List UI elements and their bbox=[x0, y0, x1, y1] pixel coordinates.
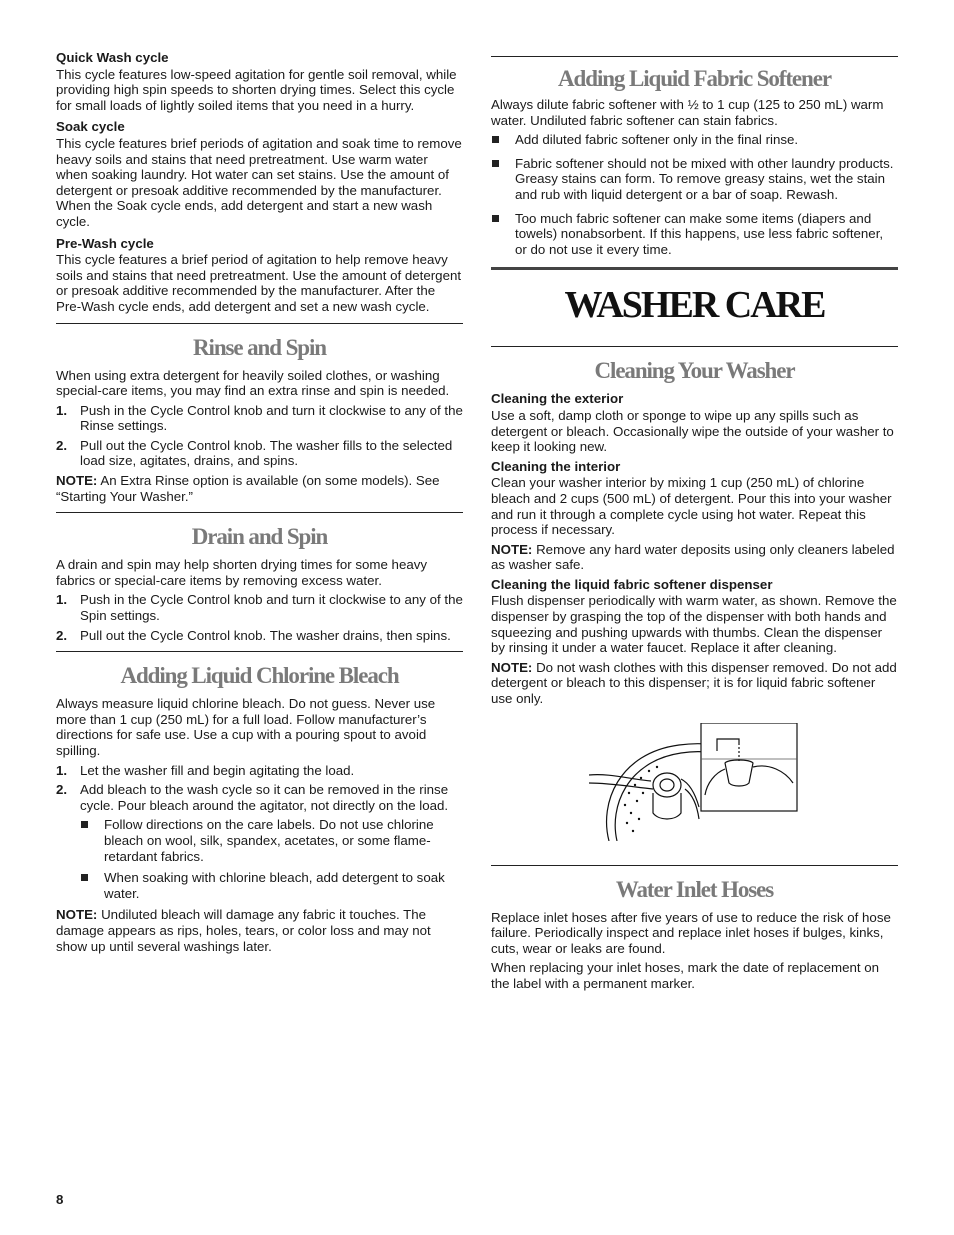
bullet-text: When soaking with chlorine bleach, add detergent to soak water. bbox=[104, 870, 445, 901]
interior-text: Clean your washer interior by mixing 1 cup (250 mL) of chlorine bleach and 2 cups (500 mL) of detergent. Pour this into your washer and run it through a complete cycle using hot water. Repeat this process if necessary. bbox=[491, 475, 892, 538]
drain-spin-intro: A drain and spin may help shorten drying times for some heavy fabrics or special-care items by removing excess water. bbox=[56, 557, 428, 588]
note-text: Do not wash clothes with this dispenser removed. Do not add detergent or bleach to this dispenser; it is for liquid fabric softener use only. bbox=[491, 659, 897, 707]
quick-wash-text: This cycle features low-speed agitation for gentle soil removal, while providing high spin speeds to shorten drying times. Select this cycle for small loads of lightly soiled items that you need in a hurry. bbox=[56, 66, 457, 113]
interior-note bbox=[491, 542, 898, 573]
exterior-text: Use a soft, damp cloth or sponge to wipe up any spills such as detergent or bleach. Occasionally wipe the outside of your washer to keep it looking new. bbox=[491, 407, 894, 455]
drain-spin-heading: Drain and Spin bbox=[191, 524, 328, 550]
step-text: Add bleach to the wash cycle so it can be removed in the rinse cycle. Pour bleach around the agitator, not directly on the load. bbox=[80, 782, 449, 813]
divider bbox=[491, 56, 898, 57]
soak-text: This cycle features brief periods of agitation and soak time to remove heavy soils and stains that need pretreatment. Use warm water when soaking laundry. Hot water can set stains. Use the amount of detergent or presoak additive recommended by the manufacturer. When the Soak cycle ends, add detergent and start a new wash cycle. bbox=[56, 135, 462, 229]
right-hand bbox=[681, 779, 699, 819]
bleach-steps bbox=[56, 763, 463, 902]
list-item bbox=[80, 817, 463, 864]
softener-heading: Adding Liquid Fabric Softener bbox=[558, 66, 831, 91]
square-bullet-icon bbox=[492, 160, 499, 167]
hoses-p2: When replacing your inlet hoses, mark the date of replacement on the label with a permanent marker. bbox=[491, 960, 880, 991]
step-text: Push in the Cycle Control knob and turn it clockwise to any of the Spin settings. bbox=[80, 592, 463, 624]
step-text: Let the washer fill and begin agitating the load. bbox=[80, 762, 355, 778]
divider bbox=[491, 865, 898, 866]
step-number: 2. bbox=[56, 782, 68, 798]
dispenser-flushing-illustration bbox=[589, 723, 799, 841]
washer-care-heading: WASHER CARE bbox=[564, 284, 825, 327]
rinse-spin-steps bbox=[56, 403, 463, 469]
list-item bbox=[56, 592, 463, 623]
bleach-intro: Always measure liquid chlorine bleach. Do not guess. Never use more than 1 cup (250 mL) for a full load. Follow manufacturer’s directions for safe use. Use a cup with a pouring spout to avoid spilling. bbox=[56, 696, 436, 758]
list-item bbox=[56, 403, 463, 434]
list-item bbox=[56, 438, 463, 469]
left-column bbox=[56, 50, 463, 958]
cleaning-heading: Cleaning Your Washer bbox=[594, 358, 795, 384]
bleach-heading: Adding Liquid Chlorine Bleach bbox=[120, 663, 399, 689]
prewash-section bbox=[56, 236, 463, 315]
bullet-text: Follow directions on the care labels. Do not use chlorine bleach on wool, silk, spandex, acetates, or some flame-retardant fabrics. bbox=[104, 817, 434, 864]
bullet-text: Too much fabric softener can make some items (diapers and towels) nonabsorbent. If this happens, use less fabric softener, or do not use it every time. bbox=[515, 210, 884, 257]
rinse-spin-heading: Rinse and Spin bbox=[193, 334, 326, 360]
section-divider bbox=[491, 267, 898, 270]
square-bullet-icon bbox=[492, 136, 499, 143]
note-text: Remove any hard water deposits using only cleaners labeled as washer safe. bbox=[491, 541, 895, 573]
step-number: 1. bbox=[56, 402, 68, 418]
hoses-p1: Replace inlet hoses after five years of use to reduce the risk of hose failure. Periodically inspect and replace inlet hoses if bulges, kinks, cuts, wear or leaks are found. bbox=[491, 909, 891, 956]
list-item bbox=[56, 782, 463, 901]
hoses-heading: Water Inlet Hoses bbox=[615, 876, 774, 902]
note-label: NOTE: bbox=[491, 541, 533, 557]
note-label: NOTE: bbox=[491, 659, 533, 675]
list-item bbox=[491, 211, 898, 258]
note-text: An Extra Rinse option is available (on some models). See “Starting Your Washer.” bbox=[56, 473, 440, 504]
quick-wash-section bbox=[56, 50, 463, 113]
bullet-text: Fabric softener should not be mixed with other laundry products. Greasy stains can form. To remove greasy stains, wet the stain and rub with liquid detergent or a bar of soap. Rewash. bbox=[515, 155, 894, 202]
step-number: 2. bbox=[56, 627, 68, 643]
page-number: 8 bbox=[56, 1192, 64, 1207]
soak-title: Soak cycle bbox=[56, 119, 125, 135]
drain-spin-steps bbox=[56, 592, 463, 643]
list-item bbox=[491, 156, 898, 203]
dispenser-text: Flush dispenser periodically with warm water, as shown. Remove the dispenser by grasping the top of the dispenser with both hands and squeezing and pushing upwards with thumbs. Clean the dispenser by rinsing it under a water faucet. Replace it after cleaning. bbox=[491, 593, 897, 656]
soak-section bbox=[56, 119, 463, 229]
bleach-bullets bbox=[80, 817, 463, 901]
dispenser-cup bbox=[653, 773, 681, 797]
divider bbox=[491, 346, 898, 347]
note-label: NOTE: bbox=[56, 907, 98, 923]
softener-bullets bbox=[491, 132, 898, 257]
dispenser-title: Cleaning the liquid fabric softener dispenser bbox=[491, 576, 773, 592]
square-bullet-icon bbox=[81, 821, 88, 828]
step-number: 2. bbox=[56, 437, 68, 453]
step-text: Pull out the Cycle Control knob. The washer drains, then spins. bbox=[80, 627, 451, 643]
list-item bbox=[56, 628, 463, 644]
prewash-title: Pre-Wash cycle bbox=[56, 235, 154, 251]
bullet-text: Add diluted fabric softener only in the final rinse. bbox=[515, 132, 799, 148]
step-number: 1. bbox=[56, 592, 68, 608]
softener-intro: Always dilute fabric softener with ½ to 1 cup (125 to 250 mL) warm water. Undiluted fabric softener can stain fabrics. bbox=[491, 97, 884, 128]
list-item bbox=[491, 132, 898, 148]
step-number: 1. bbox=[56, 762, 68, 778]
right-column bbox=[491, 56, 898, 996]
step-text: Push in the Cycle Control knob and turn it clockwise to any of the Rinse settings. bbox=[80, 402, 463, 434]
list-item bbox=[56, 763, 463, 779]
dispenser-center bbox=[660, 779, 674, 791]
step-text: Pull out the Cycle Control knob. The washer fills to the selected load size, agitates, drains, and spins. bbox=[80, 437, 453, 469]
square-bullet-icon bbox=[492, 215, 499, 222]
bleach-note bbox=[56, 907, 463, 954]
divider bbox=[56, 323, 463, 324]
interior-title: Cleaning the interior bbox=[491, 458, 621, 474]
left-hand bbox=[589, 774, 653, 788]
dispenser-note bbox=[491, 660, 898, 707]
list-item bbox=[80, 870, 463, 901]
note-text: Undiluted bleach will damage any fabric it touches. The damage appears as rips, holes, tears, or color loss and may not show up until several washings later. bbox=[56, 907, 431, 954]
exterior-title: Cleaning the exterior bbox=[491, 391, 624, 407]
prewash-text: This cycle features a brief period of agitation to help remove heavy soils and stains that need pretreatment. Use the amount of detergent or presoak additive recommended by the manufacturer. After the Pre-Wash cycle ends, add detergent and set a new wash cycle. bbox=[56, 252, 462, 314]
divider bbox=[56, 512, 463, 513]
quick-wash-title: Quick Wash cycle bbox=[56, 50, 169, 65]
note-label: NOTE: bbox=[56, 473, 98, 489]
rinse-spin-intro: When using extra detergent for heavily soiled clothes, or washing special-care items, you may find an extra rinse and spin is needed. bbox=[56, 367, 450, 399]
divider bbox=[56, 651, 463, 652]
square-bullet-icon bbox=[81, 874, 88, 881]
rinse-spin-note bbox=[56, 473, 463, 504]
inset-frame bbox=[701, 723, 797, 811]
